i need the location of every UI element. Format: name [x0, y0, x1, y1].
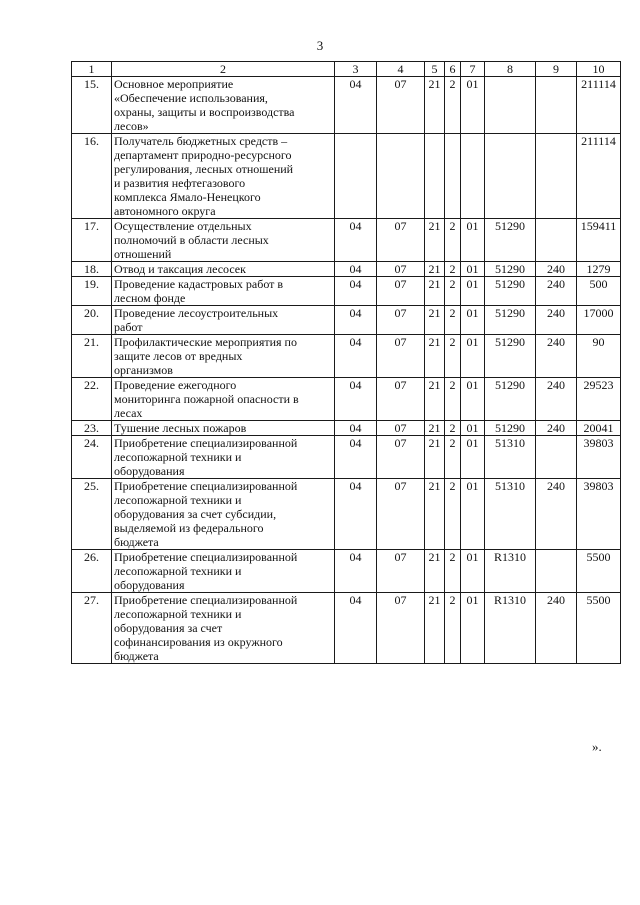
row-code-4: 07 — [377, 335, 425, 378]
row-code-3: 04 — [335, 77, 377, 134]
row-name: Получатель бюджетных средств – департамент природно-ресурсного регулирования, лесных отношений и развития нефтегазового комплекса Ямало-Ненецкого автономного округа — [112, 134, 335, 219]
row-code-4: 07 — [377, 550, 425, 593]
row-code-9 — [536, 219, 577, 262]
row-code-4: 07 — [377, 436, 425, 479]
row-number: 21. — [72, 335, 112, 378]
row-code-9 — [536, 550, 577, 593]
table-row — [72, 378, 621, 421]
row-code-7: 01 — [461, 550, 485, 593]
row-code-7: 01 — [461, 479, 485, 550]
row-amount: 211114 — [577, 134, 621, 219]
row-code-9 — [536, 77, 577, 134]
row-name: Приобретение специализированной лесопожарной техники и оборудования — [112, 436, 335, 479]
row-code-9: 240 — [536, 421, 577, 436]
row-code-6: 2 — [445, 219, 461, 262]
row-code-5: 21 — [425, 262, 445, 277]
row-code-6: 2 — [445, 306, 461, 335]
row-code-5: 21 — [425, 219, 445, 262]
row-name: Проведение кадастровых работ в лесном фонде — [112, 277, 335, 306]
row-amount: 39803 — [577, 479, 621, 550]
header-cell-8: 8 — [485, 62, 536, 77]
header-cell-2: 2 — [112, 62, 335, 77]
header-cell-5: 5 — [425, 62, 445, 77]
row-amount: 29523 — [577, 378, 621, 421]
table-row — [72, 262, 621, 277]
row-number: 15. — [72, 77, 112, 134]
row-code-4: 07 — [377, 262, 425, 277]
row-code-4: 07 — [377, 77, 425, 134]
row-code-9: 240 — [536, 262, 577, 277]
row-code-4 — [377, 134, 425, 219]
row-code-6: 2 — [445, 77, 461, 134]
row-amount: 1279 — [577, 262, 621, 277]
row-code-6: 2 — [445, 378, 461, 421]
header-cell-7: 7 — [461, 62, 485, 77]
row-number: 27. — [72, 593, 112, 664]
row-code-9: 240 — [536, 335, 577, 378]
table-row — [72, 335, 621, 378]
table-row — [72, 436, 621, 479]
row-code-8: 51290 — [485, 219, 536, 262]
row-code-8: 51290 — [485, 335, 536, 378]
row-name: Проведение лесоустроительных работ — [112, 306, 335, 335]
row-code-9: 240 — [536, 593, 577, 664]
row-name: Основное мероприятие «Обеспечение использования, охраны, защиты и воспроизводства лесов» — [112, 77, 335, 134]
table-row — [72, 219, 621, 262]
table-row — [72, 593, 621, 664]
row-code-4: 07 — [377, 277, 425, 306]
row-code-9: 240 — [536, 306, 577, 335]
row-amount: 39803 — [577, 436, 621, 479]
row-code-3 — [335, 134, 377, 219]
header-cell-10: 10 — [577, 62, 621, 77]
row-code-3: 04 — [335, 593, 377, 664]
row-code-7: 01 — [461, 306, 485, 335]
row-name: Тушение лесных пожаров — [112, 421, 335, 436]
page-number: 3 — [316, 38, 324, 53]
row-code-8 — [485, 134, 536, 219]
row-number: 18. — [72, 262, 112, 277]
row-code-8: 51290 — [485, 378, 536, 421]
closing-quote-mark: ». — [592, 739, 602, 754]
row-code-8: R1310 — [485, 593, 536, 664]
row-number: 26. — [72, 550, 112, 593]
table-row — [72, 277, 621, 306]
table-row — [72, 306, 621, 335]
row-number: 19. — [72, 277, 112, 306]
table-row — [72, 134, 621, 219]
row-code-4: 07 — [377, 421, 425, 436]
row-code-5: 21 — [425, 479, 445, 550]
row-code-7: 01 — [461, 262, 485, 277]
row-code-4: 07 — [377, 378, 425, 421]
row-code-7: 01 — [461, 77, 485, 134]
row-code-6: 2 — [445, 421, 461, 436]
row-number: 17. — [72, 219, 112, 262]
row-code-8: R1310 — [485, 550, 536, 593]
row-code-5: 21 — [425, 550, 445, 593]
row-code-7: 01 — [461, 593, 485, 664]
row-code-5: 21 — [425, 421, 445, 436]
row-name: Приобретение специализированной лесопожарной техники и оборудования за счет софинансирования из окружного бюджета — [112, 593, 335, 664]
row-amount: 500 — [577, 277, 621, 306]
table-row — [72, 421, 621, 436]
row-code-6 — [445, 134, 461, 219]
row-name: Приобретение специализированной лесопожарной техники и оборудования за счет субсидии, выделяемой из федерального бюджета — [112, 479, 335, 550]
row-code-8: 51310 — [485, 436, 536, 479]
row-code-7: 01 — [461, 436, 485, 479]
row-code-3: 04 — [335, 436, 377, 479]
row-code-7: 01 — [461, 219, 485, 262]
header-cell-3: 3 — [335, 62, 377, 77]
row-code-5: 21 — [425, 277, 445, 306]
row-name: Отвод и таксация лесосек — [112, 262, 335, 277]
row-amount: 211114 — [577, 77, 621, 134]
row-code-4: 07 — [377, 479, 425, 550]
row-code-5: 21 — [425, 378, 445, 421]
row-code-6: 2 — [445, 550, 461, 593]
row-number: 16. — [72, 134, 112, 219]
row-code-3: 04 — [335, 335, 377, 378]
row-code-5: 21 — [425, 436, 445, 479]
row-code-6: 2 — [445, 335, 461, 378]
header-cell-1: 1 — [72, 62, 112, 77]
row-code-8: 51310 — [485, 479, 536, 550]
row-code-3: 04 — [335, 262, 377, 277]
row-number: 24. — [72, 436, 112, 479]
row-amount: 17000 — [577, 306, 621, 335]
row-code-5: 21 — [425, 77, 445, 134]
row-code-9: 240 — [536, 479, 577, 550]
row-code-3: 04 — [335, 219, 377, 262]
row-amount: 90 — [577, 335, 621, 378]
row-number: 20. — [72, 306, 112, 335]
row-code-5: 21 — [425, 335, 445, 378]
row-code-5: 21 — [425, 593, 445, 664]
header-cell-6: 6 — [445, 62, 461, 77]
row-code-7: 01 — [461, 378, 485, 421]
row-number: 22. — [72, 378, 112, 421]
row-code-8: 51290 — [485, 262, 536, 277]
table-row — [72, 77, 621, 134]
table-row — [72, 550, 621, 593]
row-number: 25. — [72, 479, 112, 550]
row-code-7: 01 — [461, 335, 485, 378]
row-code-5: 21 — [425, 306, 445, 335]
row-code-8 — [485, 77, 536, 134]
row-code-3: 04 — [335, 306, 377, 335]
row-name: Профилактические мероприятия по защите лесов от вредных организмов — [112, 335, 335, 378]
row-amount: 5500 — [577, 550, 621, 593]
row-code-9 — [536, 436, 577, 479]
row-code-7: 01 — [461, 277, 485, 306]
row-code-4: 07 — [377, 306, 425, 335]
row-number: 23. — [72, 421, 112, 436]
row-name: Осуществление отдельных полномочий в области лесных отношений — [112, 219, 335, 262]
table-row — [72, 479, 621, 550]
row-code-7: 01 — [461, 421, 485, 436]
budget-table — [71, 61, 621, 664]
row-code-9 — [536, 134, 577, 219]
header-cell-9: 9 — [536, 62, 577, 77]
row-code-4: 07 — [377, 593, 425, 664]
row-code-6: 2 — [445, 277, 461, 306]
row-name: Приобретение специализированной лесопожарной техники и оборудования — [112, 550, 335, 593]
row-code-3: 04 — [335, 277, 377, 306]
row-code-6: 2 — [445, 479, 461, 550]
row-amount: 159411 — [577, 219, 621, 262]
row-code-6: 2 — [445, 593, 461, 664]
row-code-6: 2 — [445, 262, 461, 277]
row-code-9: 240 — [536, 277, 577, 306]
row-code-8: 51290 — [485, 306, 536, 335]
row-name: Проведение ежегодного мониторинга пожарной опасности в лесах — [112, 378, 335, 421]
row-code-5 — [425, 134, 445, 219]
row-code-9: 240 — [536, 378, 577, 421]
row-amount: 20041 — [577, 421, 621, 436]
row-code-3: 04 — [335, 479, 377, 550]
row-code-8: 51290 — [485, 277, 536, 306]
row-code-8: 51290 — [485, 421, 536, 436]
header-row — [72, 62, 621, 77]
row-amount: 5500 — [577, 593, 621, 664]
row-code-6: 2 — [445, 436, 461, 479]
row-code-4: 07 — [377, 219, 425, 262]
row-code-3: 04 — [335, 550, 377, 593]
header-cell-4: 4 — [377, 62, 425, 77]
row-code-3: 04 — [335, 421, 377, 436]
row-code-3: 04 — [335, 378, 377, 421]
row-code-7 — [461, 134, 485, 219]
